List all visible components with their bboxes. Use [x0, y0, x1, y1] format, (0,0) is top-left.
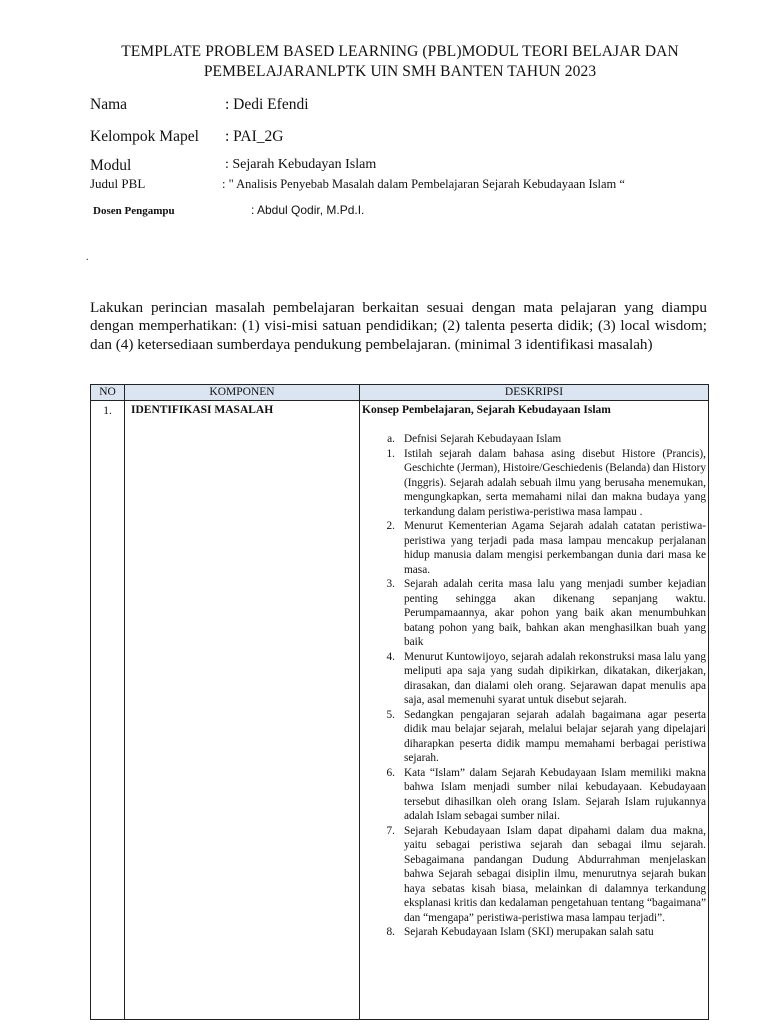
list-item: [360, 519, 708, 577]
header-deskripsi: DESKRIPSI: [360, 385, 709, 401]
list-item: [360, 708, 708, 766]
list-item-text: Sedangkan pengajaran sejarah adalah bagaimana agar peserta didik mau belajar sejarah, melalui belajar sejarah yang dipelajari diharapkan peserta didik mampu memahami berbagai peristiwa sejarah.: [404, 708, 706, 764]
kelompok-label: Kelompok Mapel: [90, 128, 199, 145]
kelompok-value: : PAI_2G: [225, 128, 284, 145]
stray-mark: .: [86, 252, 89, 263]
nama-value: : Dedi Efendi: [225, 96, 309, 113]
nama-label: Nama: [90, 96, 128, 113]
description-heading: Konsep Pembelajaran, Sejarah Kebudayaan Islam: [362, 404, 611, 416]
list-item-marker: 7.: [386, 824, 395, 837]
list-item: [360, 577, 708, 650]
list-item-text: Sejarah adalah cerita masa lalu yang menjadi sumber kejadian penting sehingga akan dikenang sepanjang waktu. Perumpamaannya, akar pohon yang baik akan menumbuhkan batang pohon yang baik, bahkan akan menghasilkan buah yang baik: [404, 578, 706, 648]
table-row: [91, 401, 709, 1020]
list-item-text: Defnisi Sejarah Kebudayaan Islam: [404, 433, 562, 445]
table-header-row: [91, 385, 709, 401]
list-item-text: Sejarah Kebudayaan Islam (SKI) merupakan salah satu: [404, 926, 654, 938]
problem-table: [90, 384, 709, 1020]
list-item-text: Menurut Kementerian Agama Sejarah adalah catatan peristiwa-peristiwa yang terjadi pada masa lampau mencakup perjalanan hidup manusia dalam mengisi perkembangan dunia dari masa ke masa.: [404, 520, 706, 576]
row-komponen: IDENTIFIKASI MASALAH: [125, 401, 360, 1020]
list-item-text: Istilah sejarah dalam bahasa asing disebut Histore (Prancis), Geschichte (Jerman), Histoire/Geschiedenis (Belanda) dan History (Inggris). Sejarah adalah sebuah ilmu yang berusaha menemukan, mengungkapkan, serta memahami nilai dan makna budaya yang terkandung dalam peristiwa-peristiwa masa lampau .: [404, 447, 706, 518]
description-list: [360, 432, 708, 940]
instructions-paragraph: Lakukan perincian masalah pembelajaran berkaitan sesuai dengan mata pelajaran yang diampu dengan memperhatikan: (1) visi-misi satuan pendidikan; (2) talenta peserta didik; (3) local wisdom; dan (4) ketersediaan sumberdaya pendukung pembelajaran. (minimal 3 identifikasi masalah): [90, 299, 707, 353]
list-item-text: Menurut Kuntowijoyo, sejarah adalah rekonstruksi masa lalu yang meliputi apa saja yang sudah dipikirkan, dikatakan, dikerjakan, dirasakan, dan dialami oleh orang. Sejarawan dapat menulis apa saja, asal memenuhi syarat untuk disebut sejarah.: [404, 650, 706, 706]
header-komponen: KOMPONEN: [125, 385, 360, 401]
list-item-marker: 4.: [386, 650, 395, 663]
dosen-label: Dosen Pengampu: [93, 205, 175, 217]
row-number: 1.: [91, 401, 125, 1020]
judul-value: : " Analisis Penyebab Masalah dalam Pembelajaran Sejarah Kebudayaan Islam “: [222, 177, 625, 191]
list-item: [360, 447, 708, 520]
list-item-marker: 5.: [386, 708, 395, 721]
list-item-marker: 3.: [386, 578, 395, 590]
list-item: [360, 650, 708, 708]
list-item: [360, 925, 708, 940]
modul-value: : Sejarah Kebudayan Islam: [225, 157, 377, 172]
document-title: TEMPLATE PROBLEM BASED LEARNING (PBL)MODUL TEORI BELAJAR DAN PEMBELAJARANLPTK UIN SMH BANTEN TAHUN 2023: [121, 43, 679, 80]
list-item-marker: 2.: [386, 520, 395, 532]
list-item-marker: a.: [387, 433, 395, 445]
dosen-value: : Abdul Qodir, M.Pd.I.: [251, 203, 365, 217]
list-item-text: Sejarah Kebudayaan Islam dapat dipahami dalam dua makna, yaitu sebagai peristiwa sejarah dan sebagai ilmu sejarah. Sebagaimana pandangan Dudung Abdurrahman menjelaskan bahwa Sejarah sebagai disiplin ilmu, menurutnya sejarah bukan haya sebatas kisah biasa, melainkan di dalamnya terkandung eksplanasi kritis dan kedalaman pengetahuan tentang “bagaimana” dan “mengapa” peristiwa-peristiwa masa lampau terjadi”.: [404, 824, 706, 924]
list-item-marker: 6.: [386, 766, 395, 779]
list-item: [360, 766, 708, 824]
header-no: NO: [91, 385, 125, 401]
list-item-text: Kata “Islam” dalam Sejarah Kebudayaan Islam memiliki makna bahwa Islam menjadi sumber nilai kebudayaan. Kebudayaan tersebut dihasilkan oleh orang Islam. Sejarah Islam rujukannya adalah Islam sebagai sumber nilai.: [404, 766, 706, 822]
row-deskripsi: [360, 401, 709, 1020]
judul-label: Judul PBL: [90, 176, 146, 191]
modul-label: Modul: [90, 157, 132, 174]
list-item-marker: 1.: [386, 447, 395, 460]
list-item: [360, 824, 708, 926]
list-item: [360, 432, 708, 447]
list-item-marker: 8.: [386, 926, 395, 938]
